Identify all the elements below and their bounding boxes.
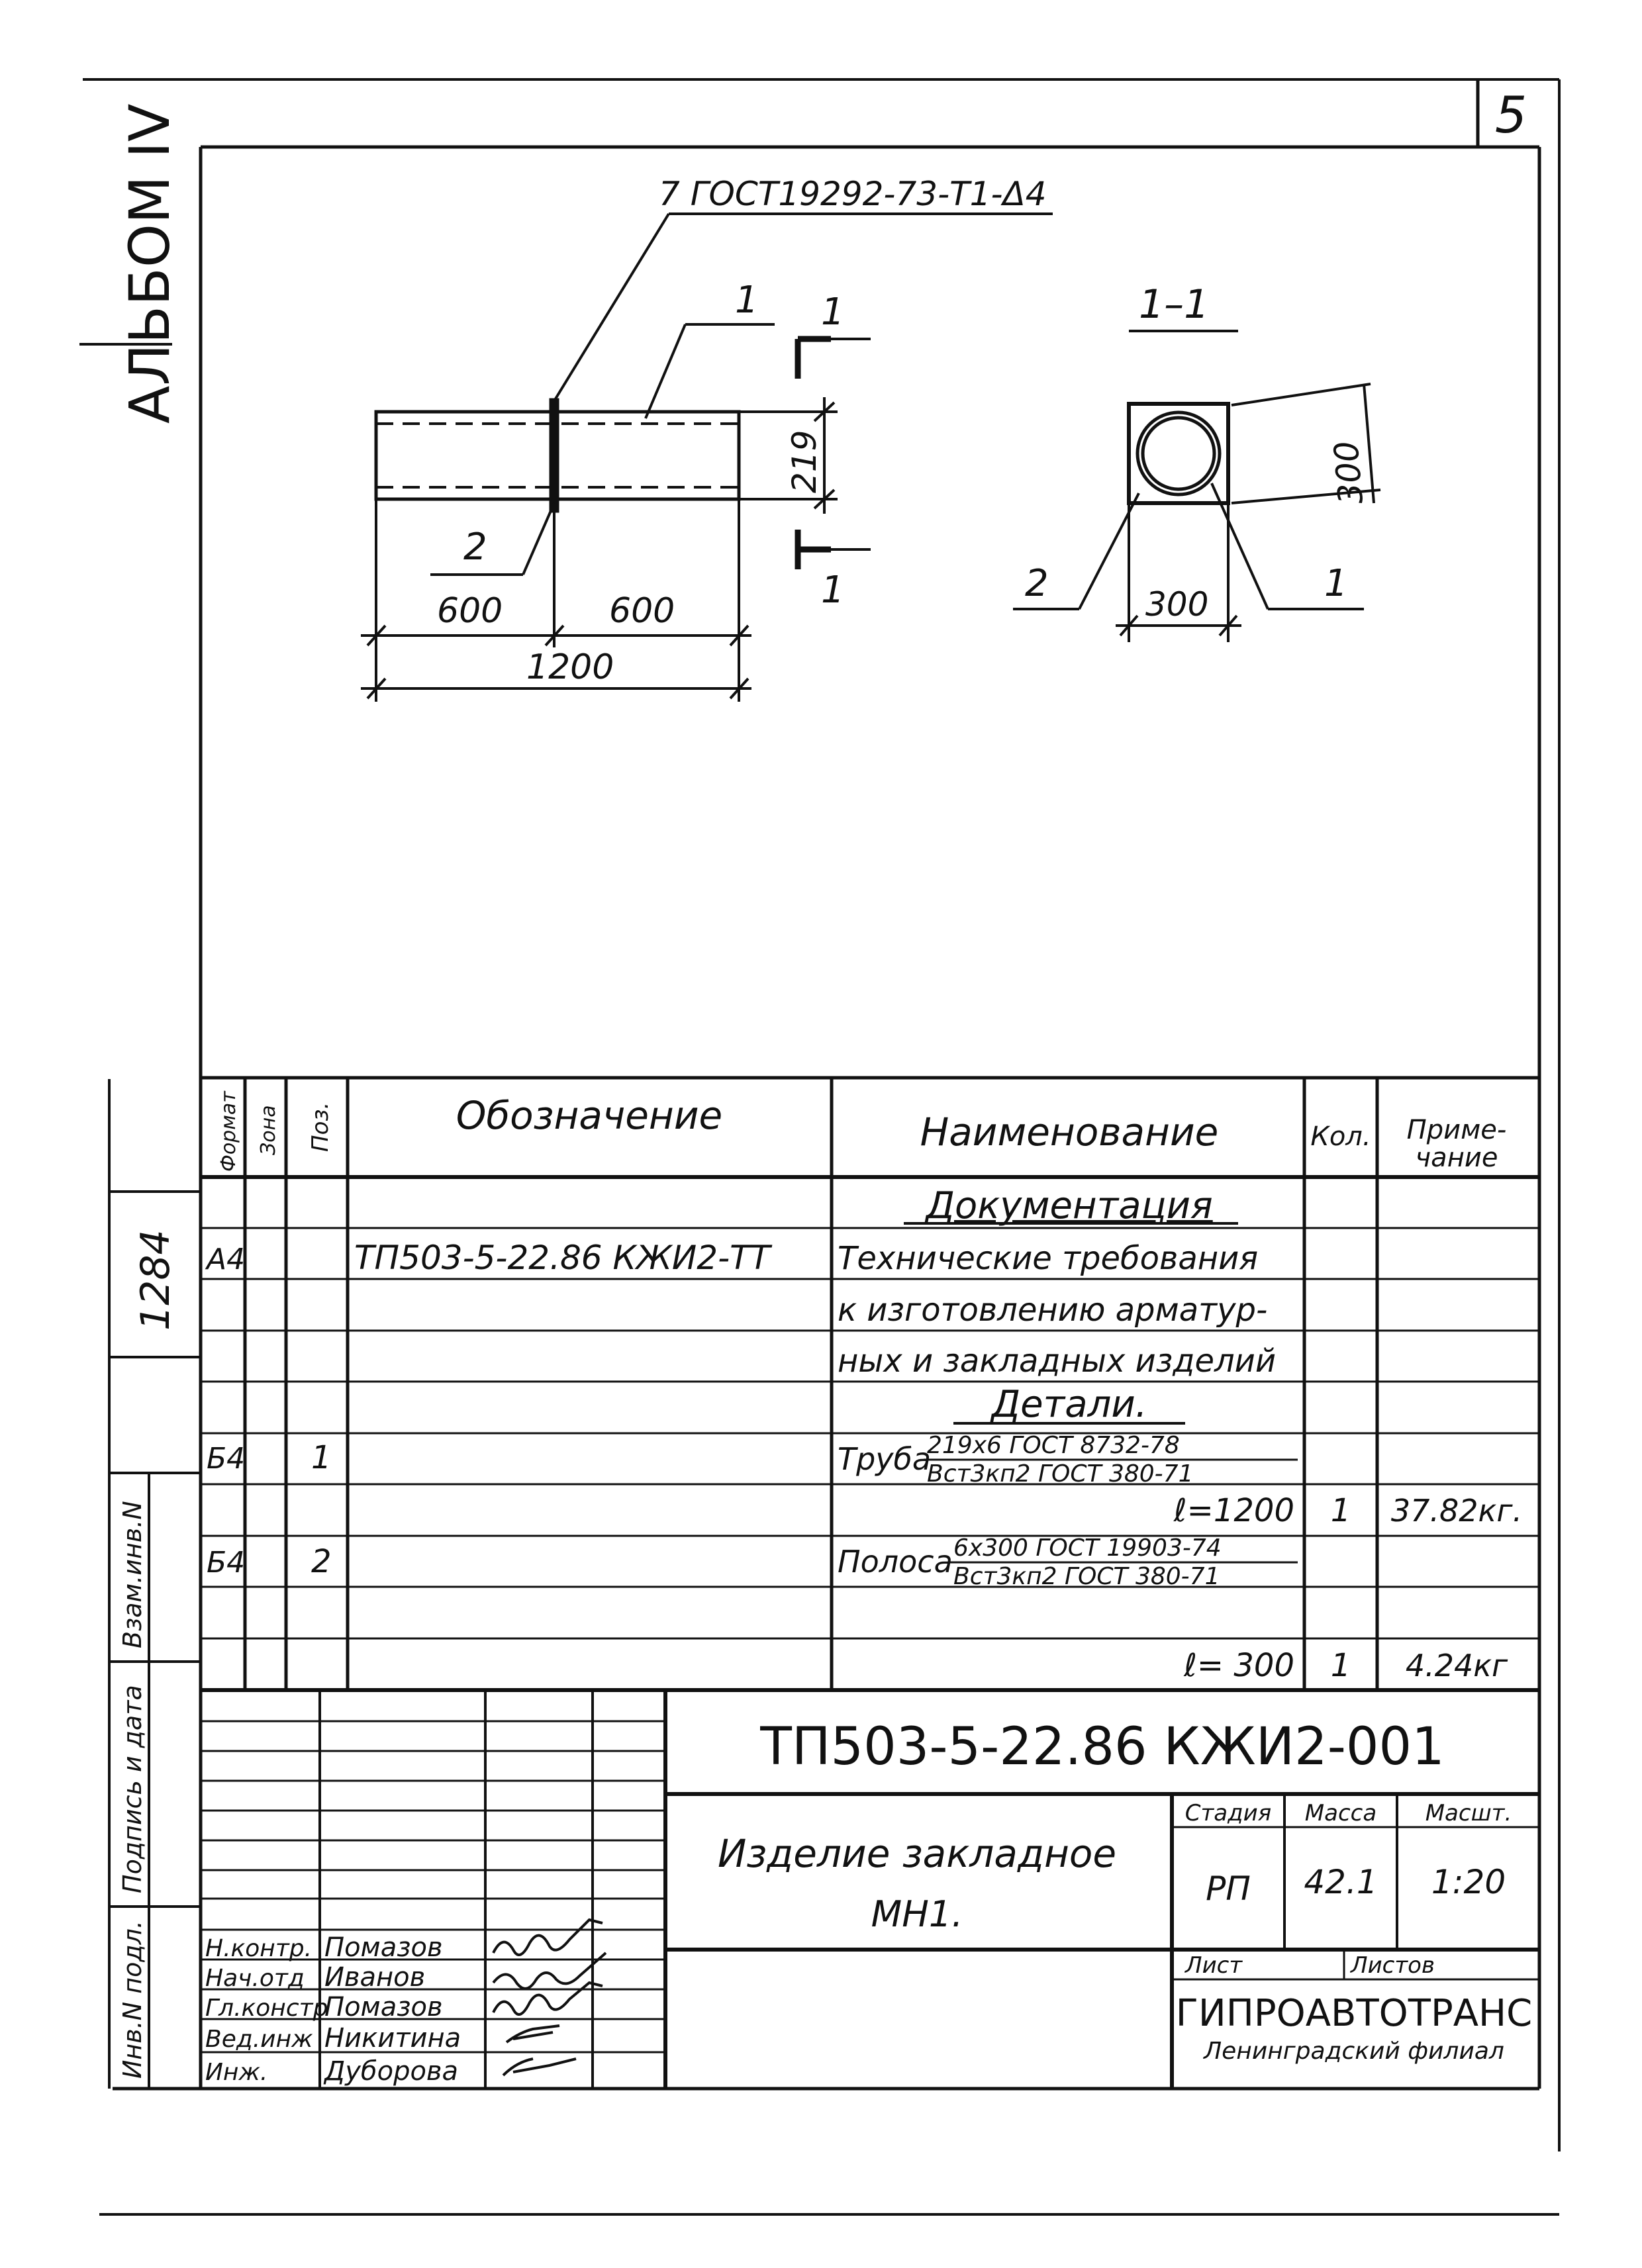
side-label-signature-date: Подпись и дата bbox=[118, 1685, 147, 1893]
signer-name: Помазов bbox=[324, 1992, 443, 2022]
row-strip-name-prefix: Полоса bbox=[838, 1544, 953, 1580]
scale-label: Масшт. bbox=[1425, 1800, 1512, 1826]
signer-role: Н.контр. bbox=[205, 1935, 313, 1962]
row-strip-length: ℓ= 300 bbox=[1184, 1647, 1294, 1684]
section-mark-top: 1 bbox=[821, 291, 845, 334]
dim-300-vertical: 300 bbox=[1326, 439, 1371, 506]
pos2-leader bbox=[430, 503, 554, 575]
row-pipe-length: ℓ=1200 bbox=[1173, 1492, 1294, 1529]
signer-role: Инж. bbox=[205, 2059, 268, 2086]
pos1-leader bbox=[646, 324, 775, 418]
scale-value: 1:20 bbox=[1431, 1863, 1506, 1901]
signer-name: Помазов bbox=[324, 1932, 443, 1963]
header-note-1: Приме- bbox=[1406, 1115, 1507, 1145]
header-qty: Кол. bbox=[1310, 1121, 1371, 1152]
row-pipe-name-prefix: Труба bbox=[838, 1441, 932, 1477]
section-pos2-label: 2 bbox=[1025, 562, 1049, 605]
signer-name: Никитина bbox=[324, 2023, 461, 2054]
row-docs-name-1: Технические требования bbox=[838, 1240, 1259, 1277]
header-pos: Поз. bbox=[307, 1102, 334, 1152]
weld-callout: 7 ГОСТ19292-73-Т1-Δ4 bbox=[659, 175, 1047, 213]
org-name: ГИПРОАВТОТРАНС bbox=[1175, 1992, 1533, 2035]
row-docs-name-2: к изготовлению арматур- bbox=[838, 1292, 1268, 1329]
dim-600-right: 600 bbox=[609, 591, 675, 631]
header-designation: Обозначение bbox=[456, 1093, 723, 1138]
row-pipe-name-top: 219x6 ГОСТ 8732-78 bbox=[927, 1432, 1180, 1459]
header-zone: Зона bbox=[257, 1105, 280, 1155]
signer-role: Вед.инж bbox=[205, 2026, 313, 2053]
header-note-2: чание bbox=[1415, 1143, 1498, 1173]
row-pipe-qty: 1 bbox=[1330, 1492, 1351, 1529]
signer-role: Гл.констр bbox=[205, 1995, 328, 2022]
section-title: 1–1 bbox=[1139, 281, 1210, 328]
doc-code: ТП503-5-22.86 КЖИ2-001 bbox=[760, 1717, 1445, 1777]
side-label-inv-orig: Инв.N подл. bbox=[118, 1920, 147, 2079]
row-docs-designation: ТП503-5-22.86 КЖИ2-ТТ bbox=[354, 1239, 771, 1277]
stage-label: Стадия bbox=[1184, 1800, 1272, 1826]
section-mark-bottom: 1 bbox=[821, 569, 845, 612]
signer-name: Дуборова bbox=[324, 2056, 459, 2087]
header-format: Формат bbox=[217, 1091, 240, 1172]
section-pos1-label: 1 bbox=[1324, 562, 1348, 605]
weld-callout-leader bbox=[555, 214, 1053, 400]
signer-role: Нач.отд bbox=[205, 1965, 305, 1992]
page-number: 5 bbox=[1494, 85, 1527, 144]
dim-219: 219 bbox=[785, 430, 824, 493]
row-pipe-format: Б4 bbox=[207, 1442, 246, 1476]
dim-1200: 1200 bbox=[526, 647, 614, 687]
header-name: Наименование bbox=[920, 1110, 1219, 1155]
row-strip-name-bottom: Вст3кп2 ГОСТ 380-71 bbox=[953, 1563, 1220, 1590]
pos2-label: 2 bbox=[463, 526, 487, 569]
side-label-replace-inv: Взам.инв.N bbox=[118, 1501, 147, 1648]
signers-list bbox=[205, 1932, 461, 2087]
inventory-number: 1284 bbox=[132, 1229, 179, 1331]
album-label: АЛЬБОМ IV bbox=[117, 103, 182, 424]
product-name-2: МН1. bbox=[871, 1893, 963, 1935]
row-pipe-note: 37.82кг. bbox=[1390, 1493, 1523, 1529]
org-branch: Ленинградский филиал bbox=[1204, 2038, 1504, 2065]
row-pipe-pos: 1 bbox=[311, 1439, 332, 1476]
section-details: Детали. bbox=[991, 1383, 1147, 1426]
product-name-1: Изделие закладное bbox=[717, 1831, 1117, 1876]
row-strip-qty: 1 bbox=[1330, 1647, 1351, 1684]
dim-600-left: 600 bbox=[437, 591, 503, 631]
row-docs-format: А4 bbox=[207, 1243, 246, 1276]
row-strip-format: Б4 bbox=[207, 1546, 246, 1580]
spec-table-grid bbox=[201, 1078, 1539, 1690]
sheets-label: Листов bbox=[1351, 1952, 1435, 1979]
sheet-label: Лист bbox=[1185, 1952, 1243, 1979]
pos1-label: 1 bbox=[735, 279, 759, 322]
signer-name: Иванов bbox=[324, 1962, 426, 1993]
section-documentation: Документация bbox=[926, 1184, 1213, 1227]
mass-value: 42.1 bbox=[1304, 1863, 1378, 1901]
row-strip-name-top: 6x300 ГОСТ 19903-74 bbox=[953, 1535, 1222, 1562]
stage-value: РП bbox=[1206, 1869, 1251, 1908]
mass-label: Масса bbox=[1304, 1800, 1377, 1826]
pipe-view bbox=[376, 400, 739, 511]
row-pipe-name-bottom: Вст3кп2 ГОСТ 380-71 bbox=[927, 1460, 1194, 1488]
row-strip-pos: 2 bbox=[311, 1543, 332, 1580]
row-docs-name-3: ных и закладных изделий bbox=[838, 1343, 1277, 1380]
row-strip-note: 4.24кг bbox=[1405, 1648, 1508, 1683]
dim-300-horizontal: 300 bbox=[1145, 585, 1209, 624]
